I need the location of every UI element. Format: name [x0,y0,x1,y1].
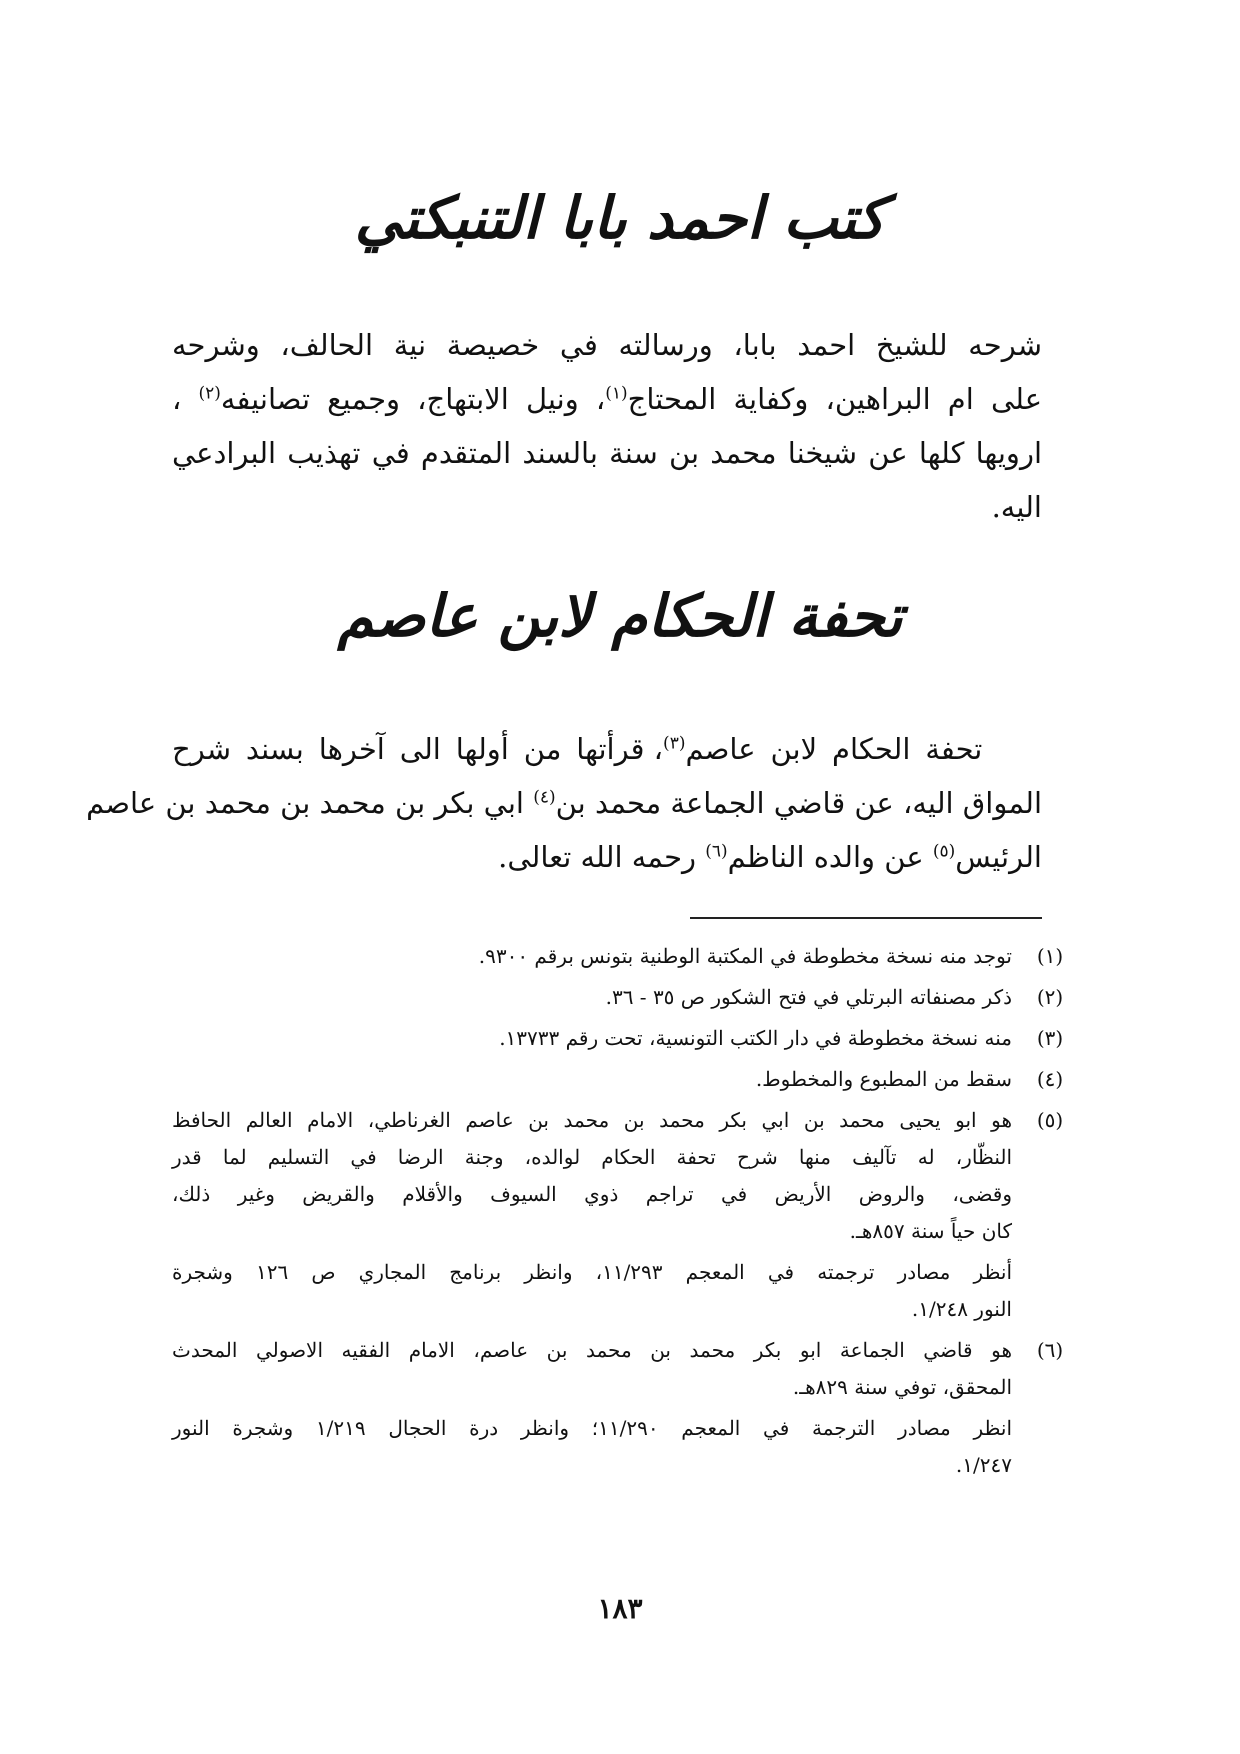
footnote-3 [172,1020,1072,1057]
text-segment: ، [172,382,182,416]
paragraph-line: شرحه للشيخ احمد بابا، ورسالته في خصيصة نية الحالف، وشرحه [172,328,1042,362]
footnote-number: (٥) [1036,1108,1064,1132]
text-segment: ابي بكر بن محمد بن محمد بن عاصم [86,786,524,820]
text-segment: المواق اليه، عن قاضي الجماعة محمد بن [555,786,1042,820]
footnote-text: توجد منه نسخة مخطوطة في المكتبة الوطنية بتونس برقم ٩٣٠٠. [478,944,1012,968]
footnote-text: المحقق، توفي سنة ٨٢٩هـ. [792,1375,1012,1399]
footnote-divider [690,917,1042,919]
section-heading-tuhfat-al-hukkam: تحفة الحكام لابن عاصم [337,582,903,650]
paragraph-line [172,830,1042,884]
footnote-2 [172,979,1072,1016]
footnote-text: انظر مصادر الترجمة في المعجم ١١/٢٩٠؛ وانظر درة الحجال ١/٢١٩ وشجرة النور [172,1416,1013,1440]
text-segment: رحمه الله تعالى. [498,840,697,874]
text-segment: عن والده الناظم [727,840,924,874]
footnote-ref-5: (٥) [932,841,956,862]
section-heading-ahmad-baba-books: كتب احمد بابا التنبكتي [354,184,886,252]
footnotes [172,938,1072,1488]
text-segment: الرئيس [955,840,1042,874]
footnote-ref-1: (١) [605,383,628,404]
paragraph-line [172,722,1042,776]
footnote-text: هو قاضي الجماعة ابو بكر محمد بن محمد بن عاصم، الامام الفقيه الاصولي المحدث [172,1338,1012,1362]
footnote-text: وقضى، والروض الأريض في تراجم ذوي السيوف والأقلام والقريض وغير ذلك، [172,1182,1012,1206]
footnote-text: كان حياً سنة ٨٥٧هـ. [849,1219,1012,1243]
text-segment: على ام البراهين، وكفاية المحتاج [627,382,1043,416]
footnote-number: (٦) [1036,1338,1064,1362]
footnote-ref-3: (٣) [663,733,686,754]
footnote-number: (٣) [1036,1026,1064,1050]
footnote-1 [172,938,1072,975]
paragraph-tuhfat-al-hukkam [86,722,1042,884]
footnote-sources [172,1254,1012,1328]
footnote-5 [172,1102,1072,1328]
paragraph-line [86,776,1042,830]
footnote-sources [172,1410,1012,1484]
footnote-ref-6: (٦) [705,841,728,862]
text-segment: تحفة الحكام لابن عاصم [685,732,983,766]
footnote-number: (٢) [1036,985,1064,1009]
footnote-6 [172,1332,1072,1484]
footnote-text: سقط من المطبوع والمخطوط. [755,1067,1012,1091]
footnote-text: ذكر مصنفاته البرتلي في فتح الشكور ص ٣٥ - ٣٦. [605,985,1012,1009]
footnote-ref-2: (٢) [198,383,221,404]
paragraph-line: ارويها كلها عن شيخنا محمد بن سنة بالسند المتقدم في تهذيب البرادعي [172,436,1043,470]
footnote-text: النور ١/٢٤٨. [911,1297,1012,1321]
footnote-number: (١) [1036,944,1064,968]
footnote-text: أنظر مصادر ترجمته في المعجم ١١/٢٩٣، وانظر برنامج المجاري ص ١٢٦ وشجرة [172,1260,1013,1284]
paragraph-ahmad-baba-books [172,318,1042,534]
footnote-4 [172,1061,1072,1098]
footnote-text: منه نسخة مخطوطة في دار الكتب التونسية، تحت رقم ١٣٧٣٣. [499,1026,1012,1050]
footnote-number: (٤) [1036,1067,1064,1091]
page-number: ١٨٣ [597,1592,643,1625]
paragraph-line: اليه. [991,490,1042,524]
text-segment: ، ونيل الابتهاج، وجميع تصانيفه [220,382,606,416]
footnote-ref-4: (٤) [533,787,556,808]
text-segment: ، قرأتها من أولها الى آخرها بسند شرح [172,732,664,766]
footnote-text: هو ابو يحيى محمد بن ابي بكر محمد بن محمد بن عاصم الغرناطي، الامام العالم الحافظ [172,1108,1012,1132]
paragraph-line [172,372,1042,426]
footnote-text: ١/٢٤٧. [955,1453,1012,1477]
footnote-text: النظّار، له تآليف منها شرح تحفة الحكام لوالده، وجنة الرضا في التسليم لما قدر [172,1145,1012,1169]
